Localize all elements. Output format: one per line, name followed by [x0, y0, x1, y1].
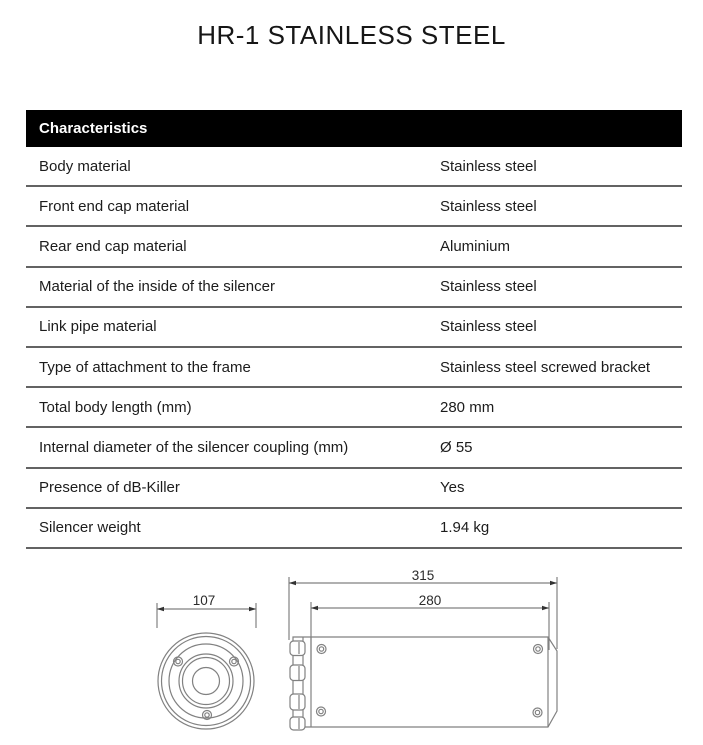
- spec-label: Body material: [39, 157, 131, 175]
- spec-value: Stainless steel: [440, 318, 537, 336]
- technical-drawing: [0, 560, 703, 745]
- spec-label: Silencer weight: [39, 519, 141, 537]
- spec-value: Stainless steel screwed bracket: [440, 358, 651, 376]
- characteristics-table: [26, 110, 682, 549]
- spec-value: Stainless steel: [440, 157, 537, 175]
- dim-label-107: 107: [192, 593, 216, 608]
- spec-label: Front end cap material: [39, 197, 190, 215]
- spec-value: Ø 55: [440, 438, 473, 456]
- table-row: [26, 308, 682, 348]
- spec-label: Material of the inside of the silencer: [39, 278, 275, 296]
- spec-label: Link pipe material: [39, 318, 157, 336]
- spec-value: 280 mm: [440, 398, 495, 416]
- table-row: [26, 509, 682, 549]
- table-row: [26, 227, 682, 267]
- spec-label: Total body length (mm): [39, 398, 192, 416]
- spec-label: Internal diameter of the silencer coupling (mm): [39, 438, 349, 456]
- spec-value: Yes: [440, 479, 465, 497]
- silencer-front-view: [157, 603, 256, 729]
- spec-value: Stainless steel: [440, 278, 537, 296]
- table-row: [26, 187, 682, 227]
- dim-label-315: 315: [411, 568, 435, 583]
- table-row: [26, 147, 682, 187]
- table-row: [26, 348, 682, 388]
- spec-label: Rear end cap material: [39, 237, 187, 255]
- spec-label: Type of attachment to the frame: [39, 358, 251, 376]
- spec-value: 1.94 kg: [440, 519, 490, 537]
- table-header: Characteristics: [26, 110, 682, 147]
- characteristics-table-body: [26, 147, 682, 549]
- table-row: [26, 428, 682, 468]
- dim-label-280: 280: [418, 593, 442, 608]
- spec-label: Presence of dB-Killer: [39, 479, 180, 497]
- table-row: [26, 388, 682, 428]
- spec-value: Aluminium: [440, 237, 511, 255]
- table-row: [26, 268, 682, 308]
- table-row: [26, 469, 682, 509]
- spec-value: Stainless steel: [440, 197, 537, 215]
- page-title: HR-1 STAINLESS STEEL: [197, 20, 506, 50]
